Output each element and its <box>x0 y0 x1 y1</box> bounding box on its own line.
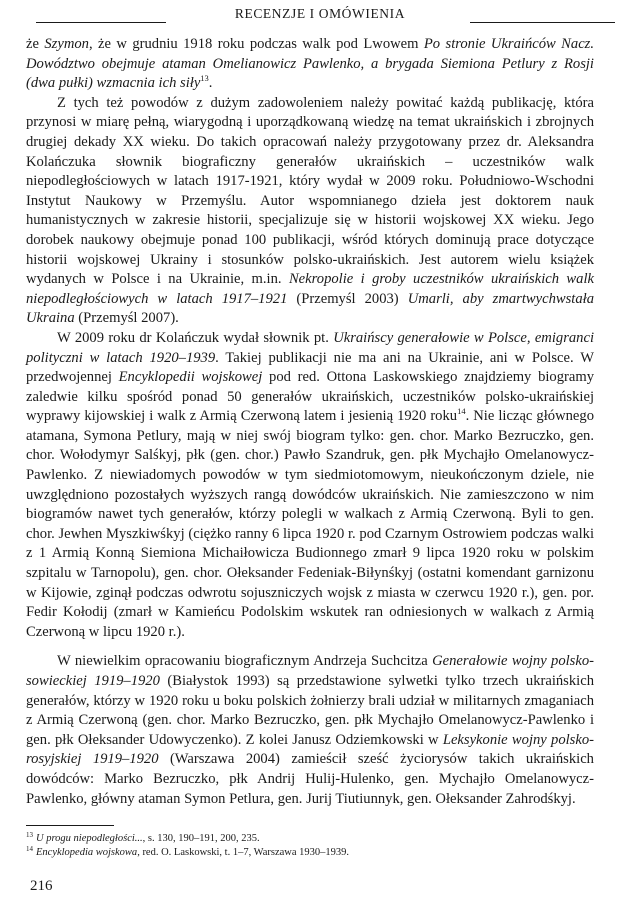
footnote-title: U progu niepodległości... <box>36 833 143 844</box>
book-title: Nekropolie i groby uczestników ukraińskich walk niepodległościowych w latach 1917–1921 <box>26 271 594 307</box>
text-run: (Przemyśl 2007). <box>74 310 179 327</box>
text-run: pod red. Ottona Laskowskiego znajdziemy biogramy zaledwie kilku spośród ponad 50 generałów ukraińskich, uczestników polsko-ukraińskiej wyprawy kijowskiej i walk z Armią Czerwoną latem i jesienią 1920 roku <box>26 369 594 425</box>
footnote-14 <box>26 846 586 860</box>
paragraph-other-works <box>26 652 594 809</box>
footnote-ref-13: 13 <box>200 73 209 84</box>
footnote-ref-14: 14 <box>457 406 466 417</box>
text-run: . Nie licząc głównego atamana, Symona Petlury, mają w niej swój biogram tylko: gen. chor. Marko Bezruczko, gen. chor. Wołodymyr Salśkyj, płk (gen. chor.) Pawło Szandruk, gen. płk Mychajło Omelanowycz-Pawlenko. Z niewiadomych powodów w tym siedmiotomowym, nieukończonym dziele, nie uwzględniono pozostałych wyższych rangą dowódców ukraińskich. Nie zamieszczono w nim biogramów nawet tych generałów, którzy polegli w walkach z Armią Czerwoną. Byli to gen. chor. Jewhen Myszkiwśkyj (ciężko ranny 6 lipca 1920 r. pod Czarnym Ostrowiem podczas walki z 1 Armią Konną Siemiona Michaiłowicza Budionnego zmarł 9 lipca 1920 roku w polskim szpitalu w Tarnopolu), gen. chor. Ołeksander Fedeniak-Biłynśkyj (ostatni komendant garnizonu w Kijowie, zginął podczas odwrotu sojuszniczych wojsk z miasta w czerwcu 1920 r.), gen. por. Fedir Kołodij (zmarł w Kamieńcu Podolskim wskutek ran odniesionych w walkach z Armią Czerwoną w lipcu 1920 r.). <box>26 408 594 640</box>
book-title: Ukraińscy generałowie w Polsce, emigranci polityczni w latach 1920–1939 <box>26 329 595 366</box>
text-run: (Białystok 1993) są przedstawione sylwetki tylko trzech ukraińskich generałów, którzy w 1920 roku u boku polskich żołnierzy brali udział w militarnych zmaganiach z Armią Czerwoną (gen. chor. Marko Bezruczko, gen. płk Mychajło Omelanowycz-Pawlenko i gen. płk Ołeksander Udowyczenko). Z kolei Janusz Odziemkowski w <box>26 673 594 748</box>
footnote-number: 13 <box>26 830 33 839</box>
text-run: . <box>208 75 213 92</box>
book-title: Leksykonie wojny polsko-rosyjskiej 1919–1920 <box>26 731 594 768</box>
text-run: . Takiej publikacji nie ma ani na Ukrainie, ani w Polsce. W przedwojennej <box>26 349 594 386</box>
header-rule-left <box>36 22 166 23</box>
footnotes <box>26 832 586 860</box>
article-body <box>26 35 594 809</box>
footnote-text: , red. O. Laskowski, t. 1–7, Warszawa 1930–1939. <box>137 847 350 858</box>
paragraph-intro <box>26 94 594 329</box>
footnote-rule <box>26 825 114 826</box>
book-title: Encyklopedii wojskowej <box>118 369 263 386</box>
italic-text: Szymon <box>44 36 89 52</box>
italic-quote: Po stronie Ukraińców Nacz. Dowództwo obejmuje ataman Omelianowicz Pawlenko, a brygada Siemiona Petlury z Rosji (dwa pułki) wzmacnia ich siły <box>26 36 595 92</box>
text-run: (Przemyśl 2003) <box>287 290 408 307</box>
footnote-13 <box>26 832 586 846</box>
text-run: Z tych też powodów z dużym zadowoleniem należy powitać każdą publikację, która przynosi w miarę pełną, wiarygodną i uporządkowaną wiedzę na temat ukraińskich i zbrojnych drugiej dekady XX wieku. Do takich opracowań należy przygotowany przez dr. Aleksandra Kolańczuka słownik biograficzny generałów ukraińskich – uczestników walk niepodległościowych w latach 1917-1921, który wydał w 2009 roku. Południowo-Wschodni Instytut Naukowy w Przemyślu. Autor wspomnianego dzieła jest doktorem nauk humanistycznych w zakresie historii, specjalizuje się w historii wojskowej XX wieku. Jego dorobek naukowy obejmuje ponad 100 publikacji, wśród których dominują prace dotyczące historii wojskowej Ukrainy i stosunków polsko-ukraińskich. Jest autorem wielu książek wydanych w Polsce i na Ukrainie, m.in. <box>26 94 594 288</box>
text-run: W 2009 roku dr Kolańczuk wydał słownik pt. <box>57 329 334 346</box>
text-run: W niewielkim opracowaniu biograficznym Andrzeja Suchcitza <box>57 653 433 670</box>
footnote-text: , s. 130, 190–191, 200, 235. <box>142 833 260 844</box>
text-run: że <box>26 36 45 52</box>
page-number: 216 <box>30 878 53 894</box>
header-rule-right <box>470 22 615 23</box>
running-header: RECENZJE I OMÓWIENIA <box>234 6 406 21</box>
text-run: , że w grudniu 1918 roku podczas walk pod Lwowem <box>88 36 424 52</box>
paragraph-dictionary <box>26 329 594 643</box>
paragraph-quote-continuation <box>26 35 594 94</box>
footnote-number: 14 <box>26 844 33 853</box>
text-run: (Warszawa 2004) zamieścił sześć życiorysów takich ukraińskich dowódców: Marko Bezruczko, płk Andrij Hulij-Hulenko, gen. Mychajło Omelanowycz-Pawlenko, główny ataman Symon Petlura, gen. Jurij Tiutiunnyk, gen. Ołeksander Zahrodśkyj. <box>26 751 594 807</box>
book-title: Generałowie wojny polsko-sowieckiej 1919–1920 <box>26 653 594 689</box>
footnote-title: Encyklopedia wojskowa <box>36 847 138 858</box>
book-title: Umarli, aby zmartwychwstała Ukraina <box>26 290 594 327</box>
